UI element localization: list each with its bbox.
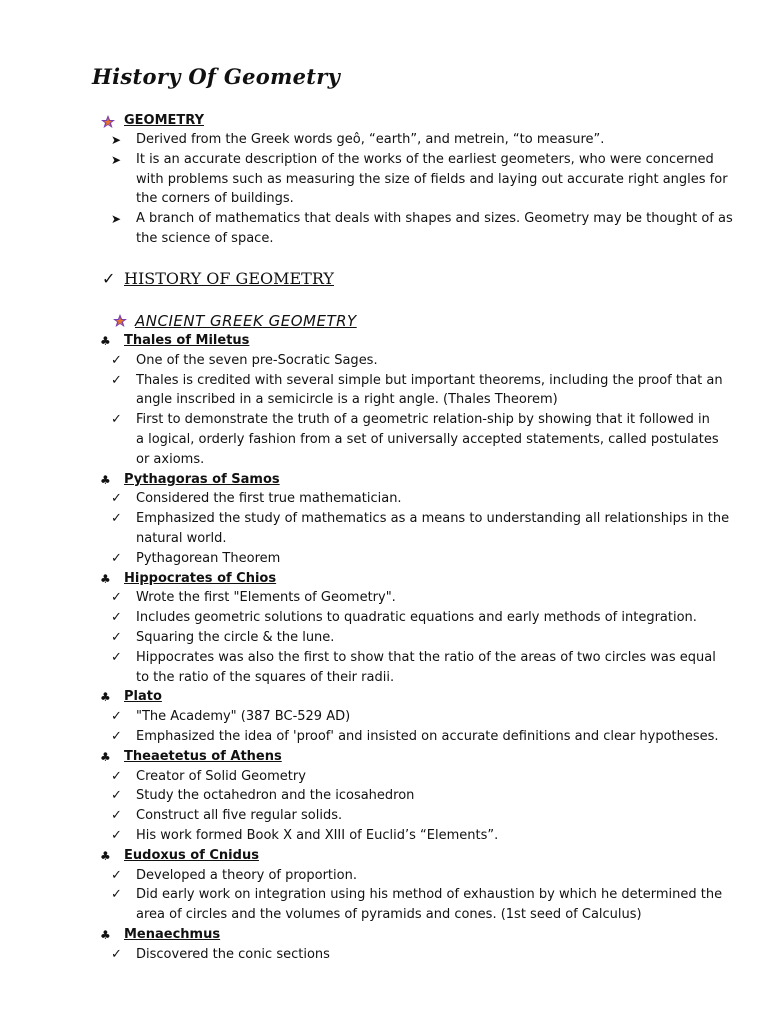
club-bullet-icon: ♣	[100, 848, 111, 863]
section-item-line: Pythagorean Theorem	[136, 550, 281, 566]
geometry-item-line: the science of space.	[136, 231, 274, 246]
geometry-item-line: with problems such as measuring the size of fields and laying out accurate right angles for	[136, 171, 728, 187]
ancient-heading: ANCIENT GREEK GEOMETRY	[135, 312, 357, 330]
section-item-line: Emphasized the idea of 'proof' and insisted on accurate definitions and clear hypotheses.	[136, 729, 719, 744]
section-item-line: Hippocrates was also the first to show that the ratio of the areas of two circles was equal	[136, 649, 716, 665]
geometry-heading: GEOMETRY	[124, 113, 204, 128]
section-heading: Theaetetus of Athens	[124, 748, 282, 764]
section-item-line: "The Academy" (387 BC-529 AD)	[136, 709, 351, 725]
section-item-line: Construct all five regular solids.	[136, 808, 343, 824]
check-icon: ✓	[111, 630, 122, 645]
section-item-line: or axioms.	[136, 451, 205, 467]
section-item-line: a logical, orderly fashion from a set of universally accepted statements, called postulates	[136, 432, 719, 447]
geometry-item-line: the corners of buildings.	[136, 191, 294, 207]
check-icon: ✓	[111, 412, 122, 428]
section-item-line: Wrote the first "Elements of Geometry".	[136, 590, 396, 606]
section-item-line: natural world.	[136, 531, 227, 546]
check-icon: ✓	[111, 610, 122, 626]
check-icon: ✓	[111, 788, 122, 804]
star-bullet-icon	[100, 114, 116, 130]
section-item-line: Study the octahedron and the icosahedron	[136, 788, 415, 804]
section-item-line: area of circles and the volumes of pyramids and cones. (1st seed of Calculus)	[136, 907, 642, 923]
check-icon: ✓	[102, 269, 116, 288]
section-item-line: Did early work on integration using his method of exhaustion by which he determined the	[136, 887, 723, 903]
section-item-line: angle inscribed in a semicircle is a right angle. (Thales Theorem)	[136, 392, 558, 408]
club-bullet-icon: ♣	[100, 571, 111, 586]
check-icon: ✓	[111, 511, 122, 527]
section-heading: Eudoxus of Cnidus	[124, 847, 259, 863]
check-icon: ✓	[111, 352, 122, 368]
check-icon: ✓	[111, 550, 122, 566]
section-item-line: Considered the first true mathematician.	[136, 491, 402, 507]
club-bullet-icon: ♣	[100, 472, 111, 487]
check-icon: ✓	[111, 808, 122, 824]
check-icon: ✓	[111, 828, 122, 843]
section-heading: Menaechmus	[124, 927, 221, 942]
club-bullet-icon: ♣	[100, 749, 111, 764]
section-item-line: Discovered the conic sections	[136, 946, 330, 962]
check-icon: ✓	[111, 590, 122, 606]
arrow-bullet-icon: ➤	[111, 133, 122, 147]
section-heading: Thales of Miletus	[124, 333, 250, 348]
geometry-item-line: It is an accurate description of the works of the earliest geometers, who were concerned	[136, 151, 714, 167]
club-bullet-icon: ♣	[100, 690, 111, 705]
section-item-line: Includes geometric solutions to quadratic equations and early methods of integration.	[136, 610, 697, 626]
section-item-line: One of the seven pre-Socratic Sages.	[136, 352, 378, 368]
section-heading: Pythagoras of Samos	[124, 471, 280, 487]
section-item-line: Squaring the circle & the lune.	[136, 630, 335, 645]
check-icon: ✓	[111, 649, 122, 665]
check-icon: ✓	[111, 946, 122, 962]
club-bullet-icon: ♣	[100, 334, 111, 348]
geometry-item-line: Derived from the Greek words geô, “earth”, and metrein, “to measure”.	[136, 132, 605, 147]
section-item-line: Developed a theory of proportion.	[136, 867, 357, 883]
check-icon: ✓	[111, 887, 122, 903]
section-item-line: Creator of Solid Geometry	[136, 768, 306, 784]
history-heading: HISTORY OF GEOMETRY	[124, 269, 334, 288]
club-bullet-icon: ♣	[100, 928, 111, 942]
section-item-line: to the ratio of the squares of their radii.	[136, 669, 395, 685]
arrow-bullet-icon: ➤	[111, 212, 122, 227]
star-bullet-icon	[112, 313, 128, 329]
check-icon: ✓	[111, 372, 122, 388]
section-item-line: Thales is credited with several simple but important theorems, including the proof that an	[136, 372, 723, 388]
page-title: History Of Geometry	[92, 64, 341, 89]
section-item-line: His work formed Book X and XIII of Euclid’s “Elements”.	[136, 828, 499, 843]
section-item-line: Emphasized the study of mathematics as a means to understanding all relationships in the	[136, 511, 730, 527]
geometry-item-line: A branch of mathematics that deals with shapes and sizes. Geometry may be thought of as	[136, 211, 733, 227]
check-icon: ✓	[111, 491, 122, 507]
arrow-bullet-icon: ➤	[111, 152, 122, 167]
section-item-line: First to demonstrate the truth of a geometric relation-ship by showing that it followed in	[136, 412, 710, 428]
check-icon: ✓	[111, 867, 122, 883]
check-icon: ✓	[111, 709, 122, 725]
section-heading: Plato	[124, 689, 162, 705]
check-icon: ✓	[111, 729, 122, 744]
check-icon: ✓	[111, 768, 122, 784]
section-heading: Hippocrates of Chios	[124, 570, 277, 586]
